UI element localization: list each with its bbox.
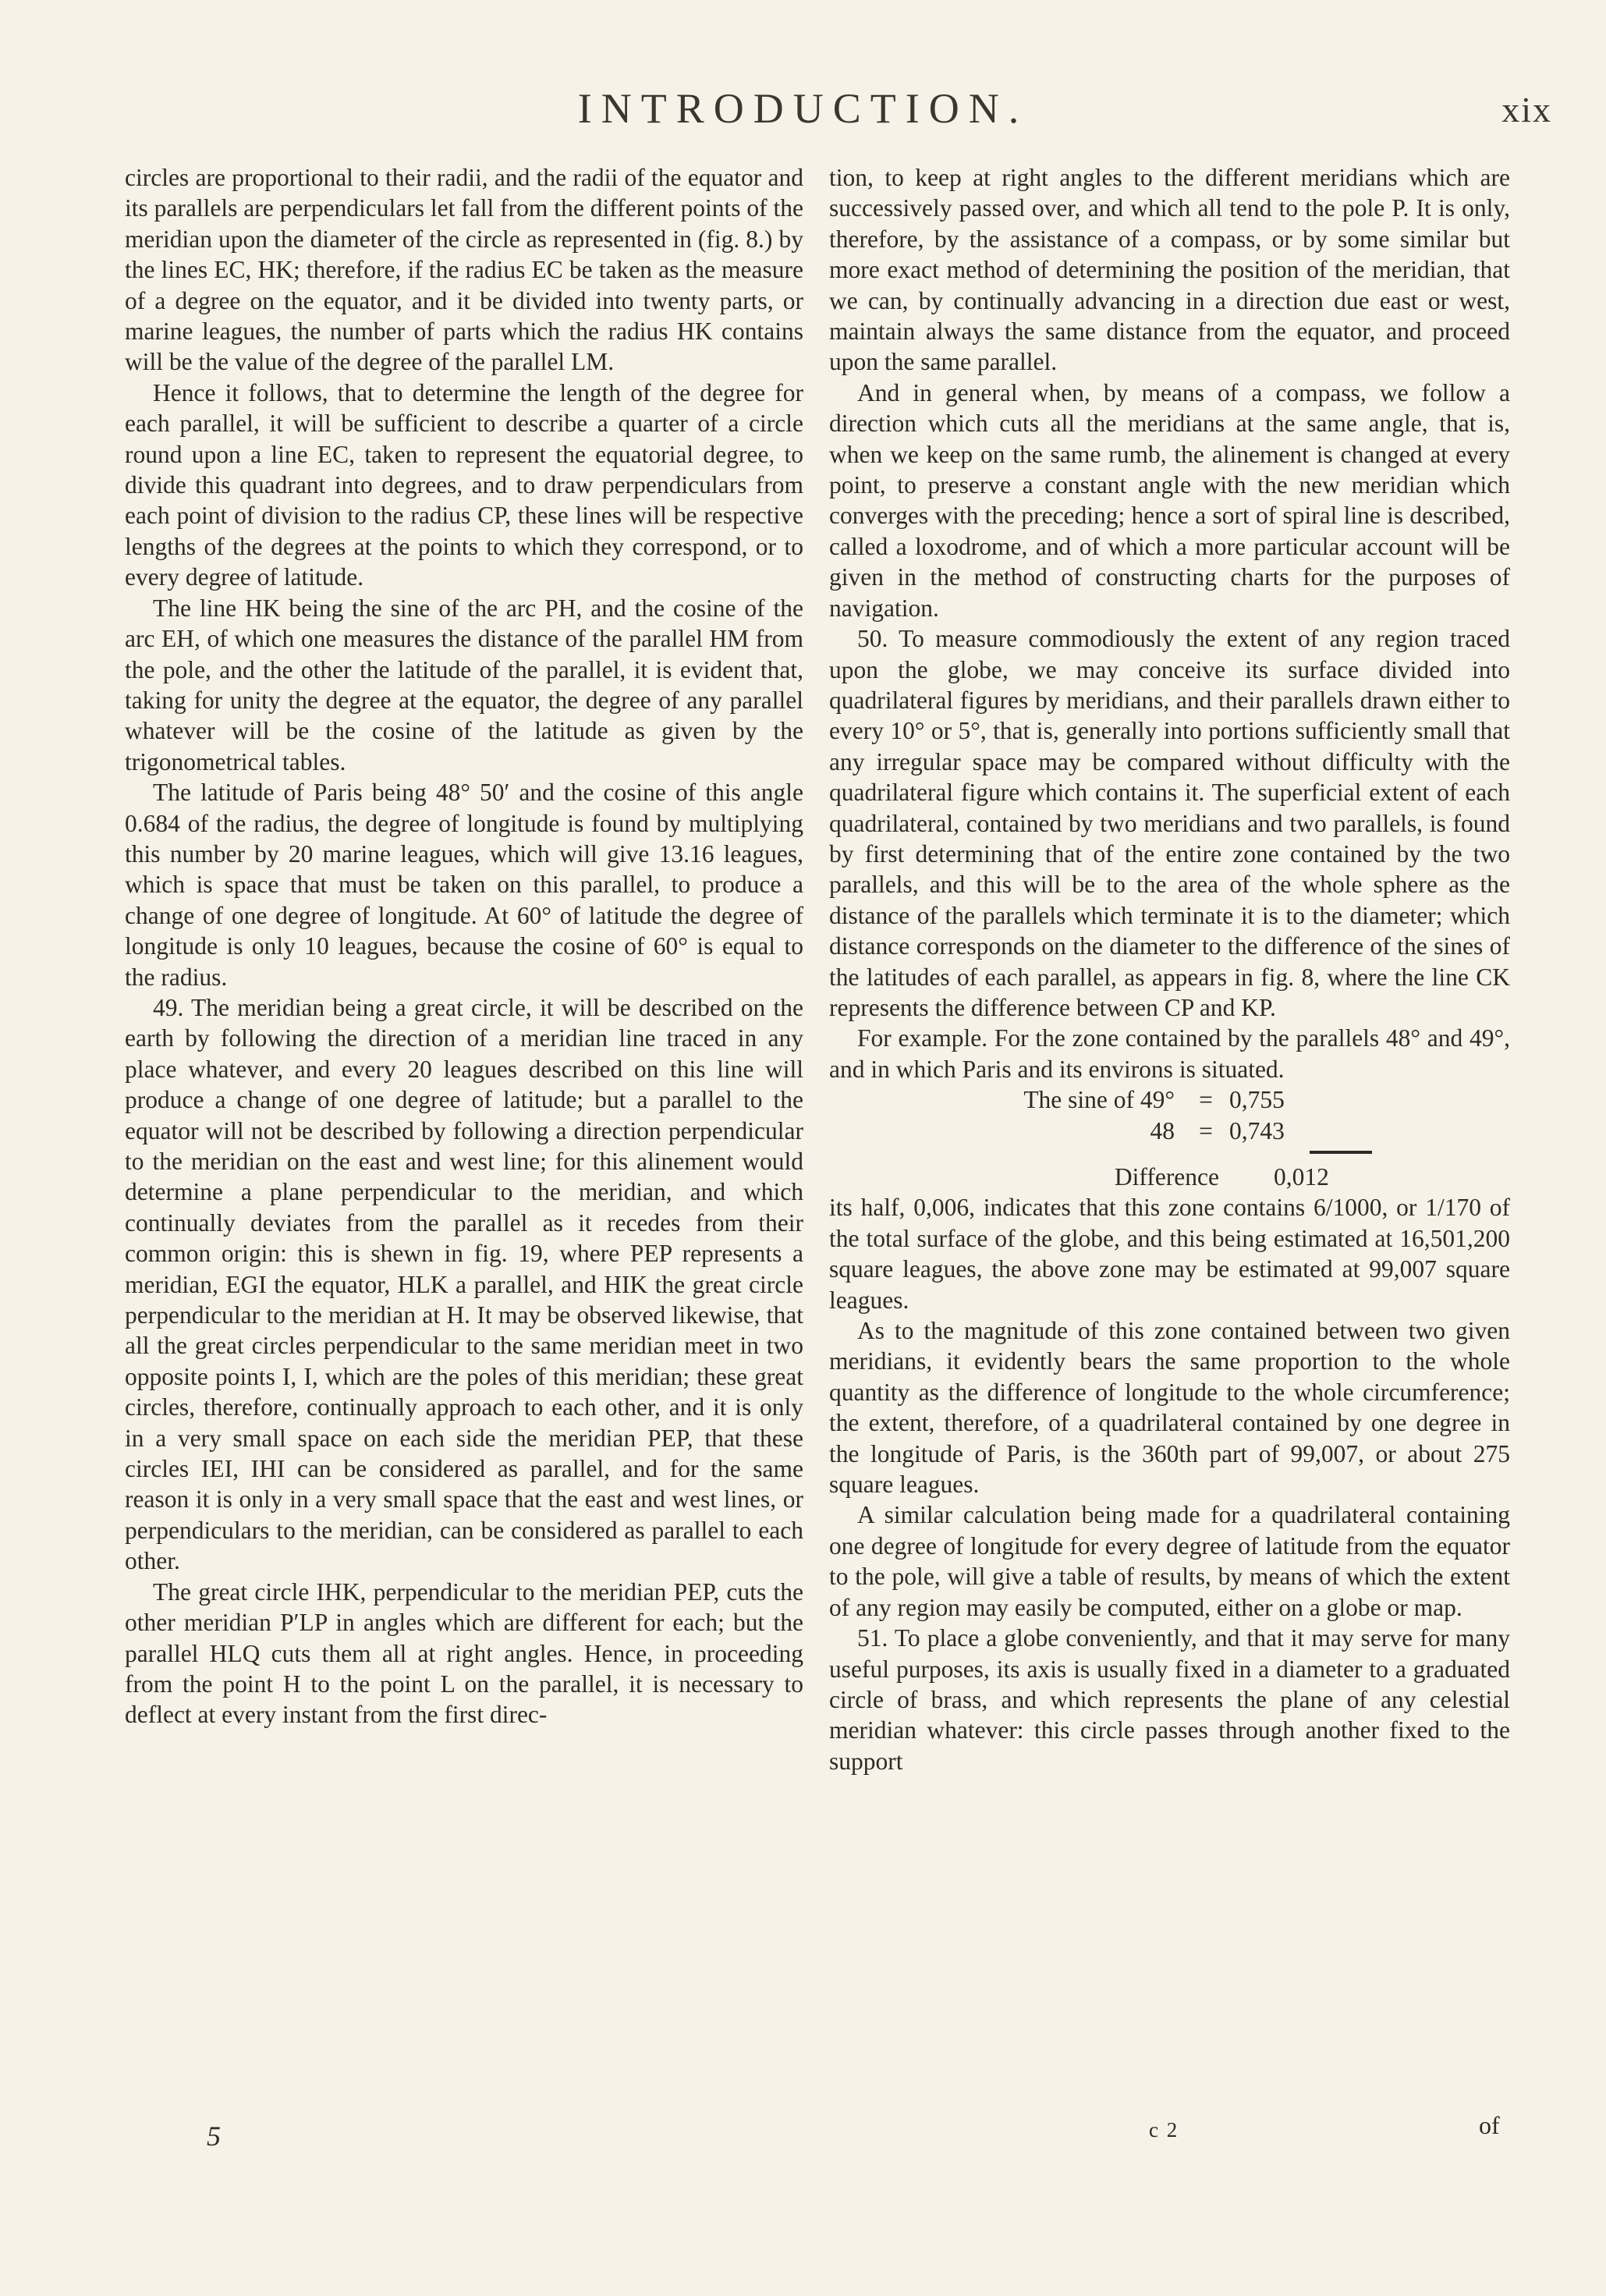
right-paragraph-2: And in general when, by means of a compass, we follow a direction which cuts all the meridians at the same angle, that is, when we keep on the same rumb, the alinement is changed at every point, to preserve a constant angle with the new meridian which converges with the preceding; hence a sort of spiral line is described, called a loxodrome, and of which a more particular account will be given in the method of constructing charts for the purposes of navigation. — [829, 378, 1510, 622]
equals-sign: = — [1199, 1086, 1213, 1114]
right-paragraph-6: As to the magnitude of this zone contained between two given meridians, it evidently bears the same proportion to the whole quantity as the difference of longitude to the whole circumference; the extent, therefore, of a quadrilateral contained by one degree in the longitude of Paris, is the 360th part of 99,007, or about 275 square leagues. — [829, 1317, 1510, 1499]
left-paragraph-3: The line HK being the sine of the arc PH, and the cosine of the arc EH, of which one measures the distance of the parallel HM from the pole, and the other the latitude of the parallel, it is evident that, taking for unity the degree at the equator, the degree of any parallel whatever will be the cosine of the latitude as given by the trigonometrical tables. — [125, 594, 803, 775]
formula-rule — [1310, 1151, 1372, 1154]
right-paragraph-3: 50. To measure commodiously the extent of any region traced upon the globe, we may conceive its surface divided into quadrilateral figures by meridians, and their parallels drawn either to every 10° or 5°, that is, generally into portions sufficiently small that any irregular space may be compared without difficulty with the quadrilateral figure which contains it. The superficial extent of each quadrilateral, contained by two meridians and two parallels, is found by first determining that of the entire zone contained by the two parallels, and this will be to the area of the whole sphere as the distance of the parallels which terminate it is to the diameter; which distance corresponds on the diameter to the difference of the sines of the latitudes of each parallel, as appears in fig. 8, where the line CK represents the difference between CP and KP. — [829, 625, 1510, 1021]
right-paragraph-8: 51. To place a globe conveniently, and that it may serve for many useful purposes, its axis is usually fixed in a diameter to a graduated circle of brass, and which represents the plane of any celestial meridian whatever: this circle passes through another fixed to the support — [829, 1624, 1510, 1775]
catchword: of — [1479, 2111, 1500, 2139]
page-number: xix — [1501, 90, 1552, 130]
formula-value: 0,755 — [1229, 1086, 1285, 1114]
signature-mark-left: 5 — [207, 2120, 221, 2152]
left-paragraph-6: The great circle IHK, perpendicular to the meridian PEP, cuts the other meridian P′LP in angles which are different for each; but the parallel HLQ cuts them all at right angles. Hence, in proceeding from the point H to the point L on the parallel, it is necessary to deflect at every instant from the first direc- — [125, 1577, 803, 1729]
formula-value: 0,743 — [1229, 1116, 1285, 1144]
formula-row — [980, 1116, 1510, 1146]
difference-value: 0,012 — [1274, 1163, 1329, 1191]
equals-sign: = — [1199, 1116, 1213, 1144]
left-column — [125, 162, 803, 1730]
sine-difference-formula — [829, 1084, 1510, 1192]
difference-label: Difference — [1114, 1163, 1219, 1191]
formula-row — [980, 1084, 1510, 1115]
right-paragraph-7: A similar calculation being made for a quadrilateral containing one degree of longitude for every degree of latitude from the equator to the pole, will give a table of results, by means of which the extent of any region may easily be computed, either on a globe or map. — [829, 1501, 1510, 1621]
running-header-title: INTRODUCTION. — [577, 85, 1029, 132]
formula-difference-row — [980, 1162, 1510, 1192]
right-paragraph-1: tion, to keep at right angles to the different meridians which are successively passed over, and which all tend to the pole P. It is only, therefore, by the assistance of a compass, or by some similar but more exact method of determining the position of the meridian, that we can, by continually advancing in a direction due east or west, maintain always the same distance from the equator, and proceed upon the same parallel. — [829, 164, 1510, 376]
signature-mark-right: c 2 — [1149, 2118, 1179, 2142]
formula-rule-row — [980, 1146, 1510, 1162]
right-paragraph-4: For example. For the zone contained by the parallels 48° and 49°, and in which Paris and its environs is situated. — [829, 1024, 1510, 1083]
right-paragraph-5: its half, 0,006, indicates that this zone contains 6/1000, or 1/170 of the total surface of the globe, and this being estimated at 16,501,200 square leagues, the above zone may be estimated at 99,007 square leagues. — [829, 1194, 1510, 1314]
left-paragraph-5: 49. The meridian being a great circle, it will be described on the earth by following the direction of a meridian line traced in any place whatever, and every 20 leagues described on this line will produce a change of one degree of latitude; but a parallel to the equator will not be described by following a direction perpendicular to the meridian on the east and west line; for this alinement would determine a plane perpendicular to the meridian, and which continually deviates from the parallel as it recedes from their common origin: this is shewn in fig. 19, where PEP represents a meridian, EGI the equator, HLK a parallel, and HIK the great circle perpendicular to the meridian at H. It may be observed likewise, that all the great circles perpendicular to the same meridian meet in two opposite points I, I, which are the poles of this meridian; these great circles, therefore, continually approach to each other, and it is only in a very small space on each side the meridian PEP, that these circles IEI, IHI can be considered as parallel, and for the same reason it is only in a very small space that the east and west lines, or perpendiculars to the meridian, can be considered as parallel to each other. — [125, 993, 803, 1575]
left-paragraph-4: The latitude of Paris being 48° 50′ and the cosine of this angle 0.684 of the radius, the degree of longitude is found by multiplying this number by 20 marine leagues, which will give 13.16 leagues, which is space that must be taken on this parallel, to produce a change of one degree of longitude. At 60° of latitude the degree of longitude is only 10 leagues, because the cosine of 60° is equal to the radius. — [125, 779, 803, 991]
left-paragraph-1: circles are proportional to their radii, and the radii of the equator and its parallels are perpendiculars let fall from the different points of the meridian upon the diameter of the circle as represented in (fig. 8.) by the lines EC, HK; therefore, if the radius EC be taken as the measure of a degree on the equator, and it be divided into twenty parts, or marine leagues, the number of parts which the radius HK contains will be the value of the degree of the parallel LM. — [125, 164, 803, 376]
left-paragraph-2: Hence it follows, that to determine the length of the degree for each parallel, it will be sufficient to describe a quarter of a circle round upon a line EC, taken to represent the equatorial degree, to divide this quadrant into degrees, and to draw perpendiculars from each point of division to the radius CP, these lines will be respective lengths of the degrees at the points to which they correspond, or to every degree of latitude. — [125, 378, 803, 591]
right-column — [829, 162, 1510, 1776]
formula-label: 48 — [1150, 1116, 1175, 1144]
formula-label: The sine of 49° — [1023, 1086, 1175, 1114]
